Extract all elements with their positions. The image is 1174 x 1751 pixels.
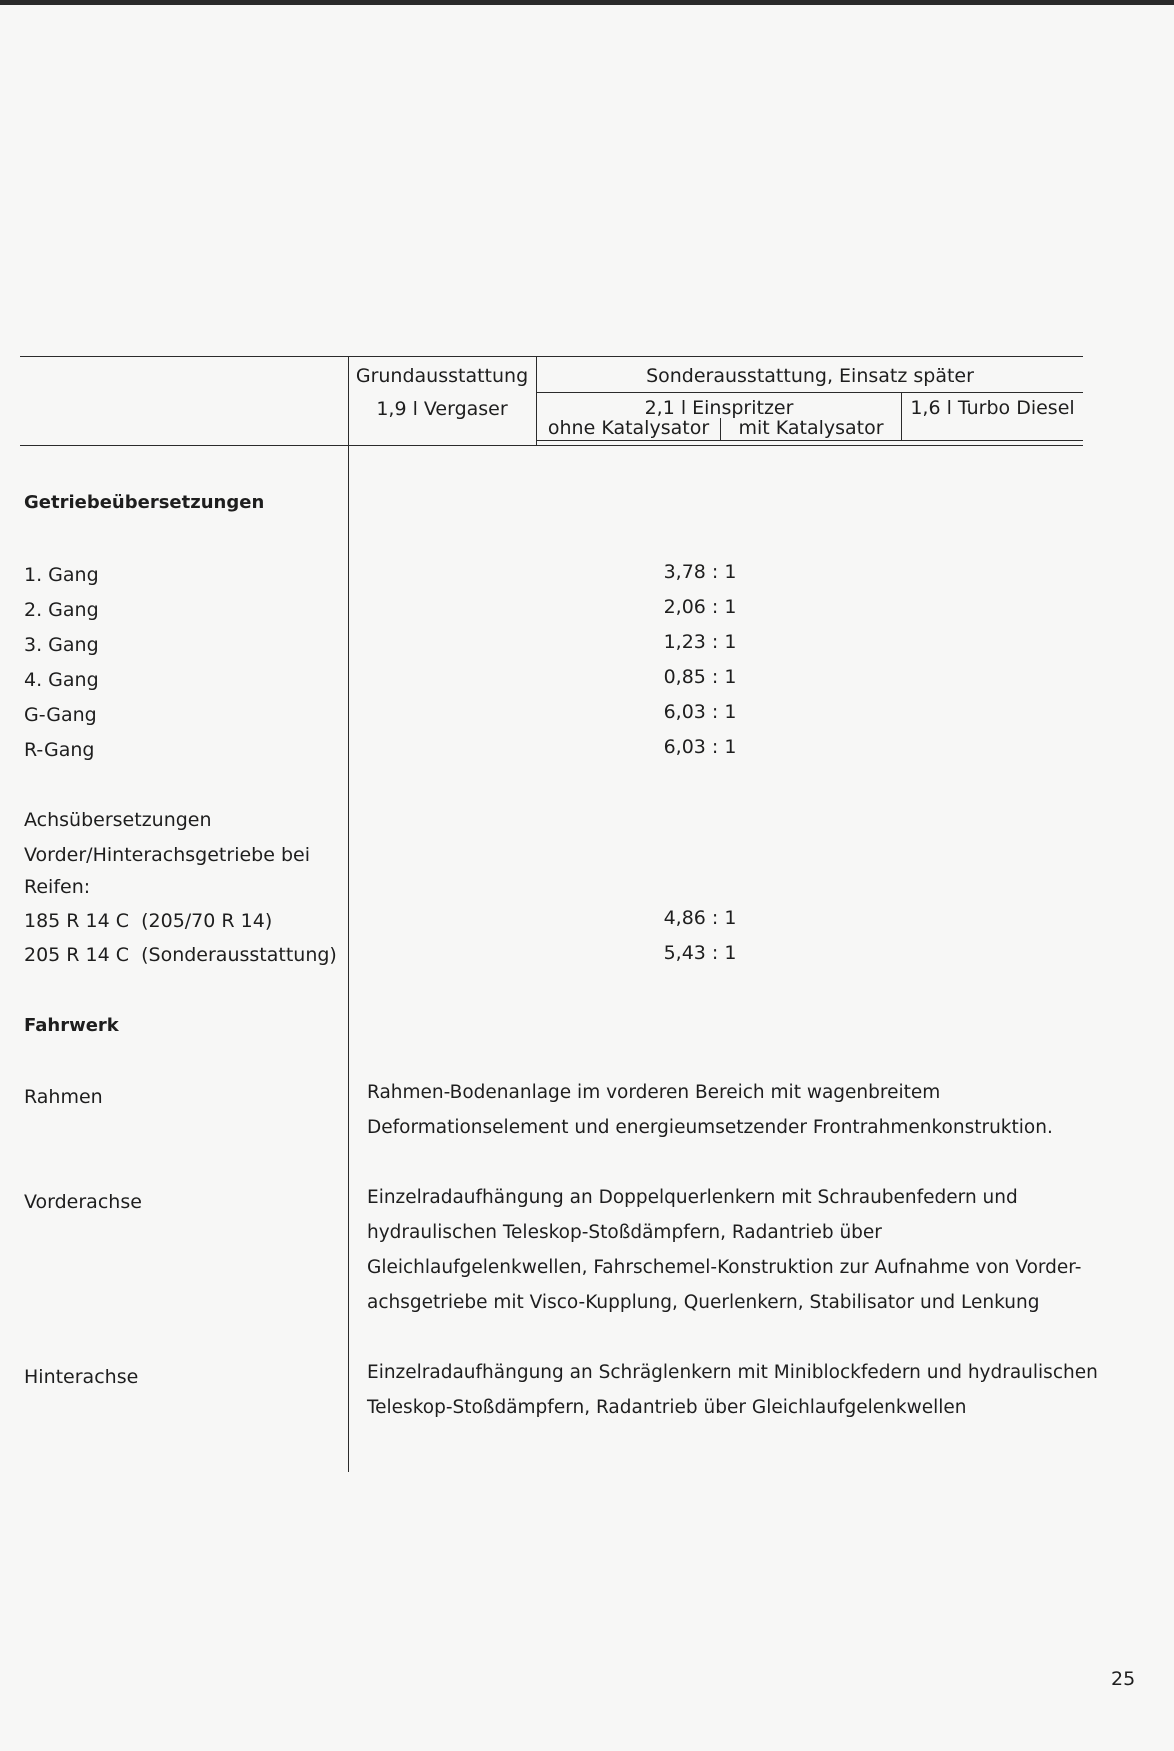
gear-label: 4. Gang — [24, 669, 99, 691]
einspritzer-title: 2,1 l Einspritzer — [644, 397, 794, 419]
rahmen-text: Deformationselement und energieumsetzender Frontrahmenkonstruktion. — [367, 1117, 1053, 1138]
gear-ratio: 3,78 : 1 — [663, 561, 737, 583]
header-bottom-rule — [536, 440, 1083, 441]
gear-ratio: 1,23 : 1 — [663, 631, 737, 653]
ohne-kat-label: ohne Katalysator — [547, 417, 710, 439]
vorderachse-text: Gleichlaufgelenkwellen, Fahrschemel-Konstruktion zur Aufnahme von Vorder- — [367, 1257, 1082, 1278]
sonder-sub-rule — [536, 392, 1083, 393]
hinterachse-label: Hinterachse — [24, 1366, 139, 1388]
hinterachse-text: Einzelradaufhängung an Schräglenkern mit Miniblockfedern und hydraulischen — [367, 1362, 1098, 1383]
achs-subheading: Vorder/Hinterachsgetriebe bei — [24, 844, 310, 866]
page-number: 25 — [1111, 1668, 1136, 1690]
gear-label: 3. Gang — [24, 634, 99, 656]
gear-ratio: 0,85 : 1 — [663, 666, 737, 688]
gear-label: R-Gang — [24, 739, 95, 761]
axle-ratio: 4,86 : 1 — [663, 907, 737, 929]
gear-ratio: 2,06 : 1 — [663, 596, 737, 618]
hinterachse-text: Teleskop-Stoßdämpfern, Radantrieb über Gleichlaufgelenkwellen — [367, 1397, 967, 1418]
vorderachse-label: Vorderachse — [24, 1191, 142, 1213]
gear-label: 2. Gang — [24, 599, 99, 621]
fahrwerk-heading: Fahrwerk — [24, 1015, 119, 1036]
getriebe-heading: Getriebeübersetzungen — [24, 492, 265, 513]
rahmen-text: Rahmen-Bodenanlage im vorderen Bereich mit wagenbreitem — [367, 1082, 941, 1103]
sonder-title: Sonderausstattung, Einsatz später — [646, 365, 974, 387]
mit-kat-label: mit Katalysator — [738, 417, 884, 439]
gear-label: G-Gang — [24, 704, 97, 726]
achs-heading: Achsübersetzungen — [24, 809, 212, 831]
tire-label: 205 R 14 C (Sonderausstattung) — [24, 944, 337, 966]
grund-engine: 1,9 l Vergaser — [376, 398, 508, 420]
achs-reifen-label: Reifen: — [24, 876, 91, 898]
gear-ratio: 6,03 : 1 — [663, 736, 737, 758]
table-header-rule — [20, 445, 1083, 446]
tire-label: 185 R 14 C (205/70 R 14) — [24, 910, 273, 932]
vorderachse-text: hydraulischen Teleskop-Stoßdämpfern, Radantrieb über — [367, 1222, 882, 1243]
vorderachse-text: achsgetriebe mit Visco-Kupplung, Querlenkern, Stabilisator und Lenkung — [367, 1292, 1040, 1313]
vorderachse-text: Einzelradaufhängung an Doppelquerlenkern mit Schraubenfedern und — [367, 1187, 1018, 1208]
label-column-divider — [348, 356, 349, 1472]
grund-title: Grundausstattung — [355, 365, 529, 387]
rahmen-label: Rahmen — [24, 1086, 103, 1108]
axle-ratio: 5,43 : 1 — [663, 942, 737, 964]
table-top-rule — [20, 356, 1083, 357]
gear-label: 1. Gang — [24, 564, 99, 586]
scan-top-edge — [0, 0, 1174, 5]
gear-ratio: 6,03 : 1 — [663, 701, 737, 723]
turbo-diesel-title: 1,6 l Turbo Diesel — [910, 397, 1075, 419]
